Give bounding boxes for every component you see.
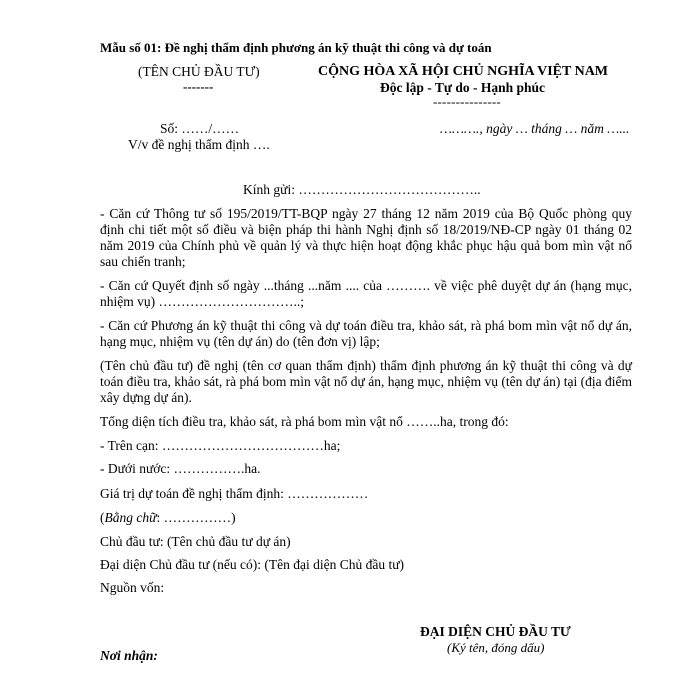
form-title: Mẫu số 01: Đề nghị thẩm định phương án kỹ thuật thi công và dự toán [100,40,492,55]
amount-in-words-rest: : ……………) [156,510,236,525]
national-title: CỘNG HÒA XÃ HỘI CHỦ NGHĨA VIỆT NAM [318,64,609,79]
amount-in-words-label: Bằng chữ [104,510,157,525]
legal-basis-decision: - Căn cứ Quyết định số ngày ...tháng ...năm .... của ………. về việc phê duyệt dự án (hạng mục, nhiệm vụ) …………………………..; [100,278,632,309]
recipients-label: Nơi nhận: [100,648,158,663]
funding-source-line: Nguồn vốn: [100,580,165,595]
total-area-line: Tổng diện tích điều tra, khảo sát, rà phá bom mìn vật nổ ……..ha, trong đó: [100,414,509,429]
water-area-line: - Dưới nước: …………….ha. [100,461,261,476]
investor-representative-line: Đại diện Chủ đầu tư (nếu có): (Tên đại diện Chủ đầu tư) [100,557,405,572]
signature-title: ĐẠI DIỆN CHỦ ĐẦU TƯ [420,624,571,639]
document-date: ………., ngày … tháng … năm …... [440,121,630,136]
amount-in-words-open: ( [100,510,105,525]
document-subject: V/v đề nghị thẩm định …. [128,137,270,152]
document-number: Số: ……/…… [160,121,240,136]
owner-divider: ------- [183,79,214,94]
national-motto: Độc lập - Tự do - Hạnh phúc [380,80,546,95]
amount-in-words-line [100,510,236,526]
land-area-line: - Trên cạn: ………………………………ha; [100,438,341,453]
legal-basis-plan: - Căn cứ Phương án kỹ thuật thi công và dự toán điều tra, khảo sát, rà phá bom mìn vật nổ dự án, hạng mục, nhiệm vụ (tên dự án) do (tên đơn vị) lập; [100,318,632,349]
motto-divider: --------------- [433,94,501,109]
recipient-line: Kính gửi: ………………………………….. [243,182,481,197]
request-paragraph: (Tên chủ đầu tư) đề nghị (tên cơ quan thẩm định) thẩm định phương án kỹ thuật thi công và dự toán điều tra, khảo sát, rà phá bom mìn vật nổ dự án, hạng mục, nhiệm vụ (tên dự án) tại (địa điểm xây dựng dự án). [100,358,632,405]
legal-basis-circular: - Căn cứ Thông tư số 195/2019/TT-BQP ngày 27 tháng 12 năm 2019 của Bộ Quốc phòng quy định chi tiết một số điều và biện pháp thi hành Nghị định số 18/2019/NĐ-CP ngày 01 tháng 02 năm 2019 của Chính phủ về quản lý và thực hiện hoạt động khắc phục hậu quả bom mìn vật nổ sau chiến tranh; [100,206,632,269]
investor-line: Chủ đầu tư: (Tên chủ đầu tư dự án) [100,534,291,549]
estimate-value-line: Giá trị dự toán đề nghị thẩm định: ……………… [100,486,369,501]
owner-name-placeholder: (TÊN CHỦ ĐẦU TƯ) [138,64,260,79]
signature-instruction: (Ký tên, đóng dấu) [447,640,545,655]
